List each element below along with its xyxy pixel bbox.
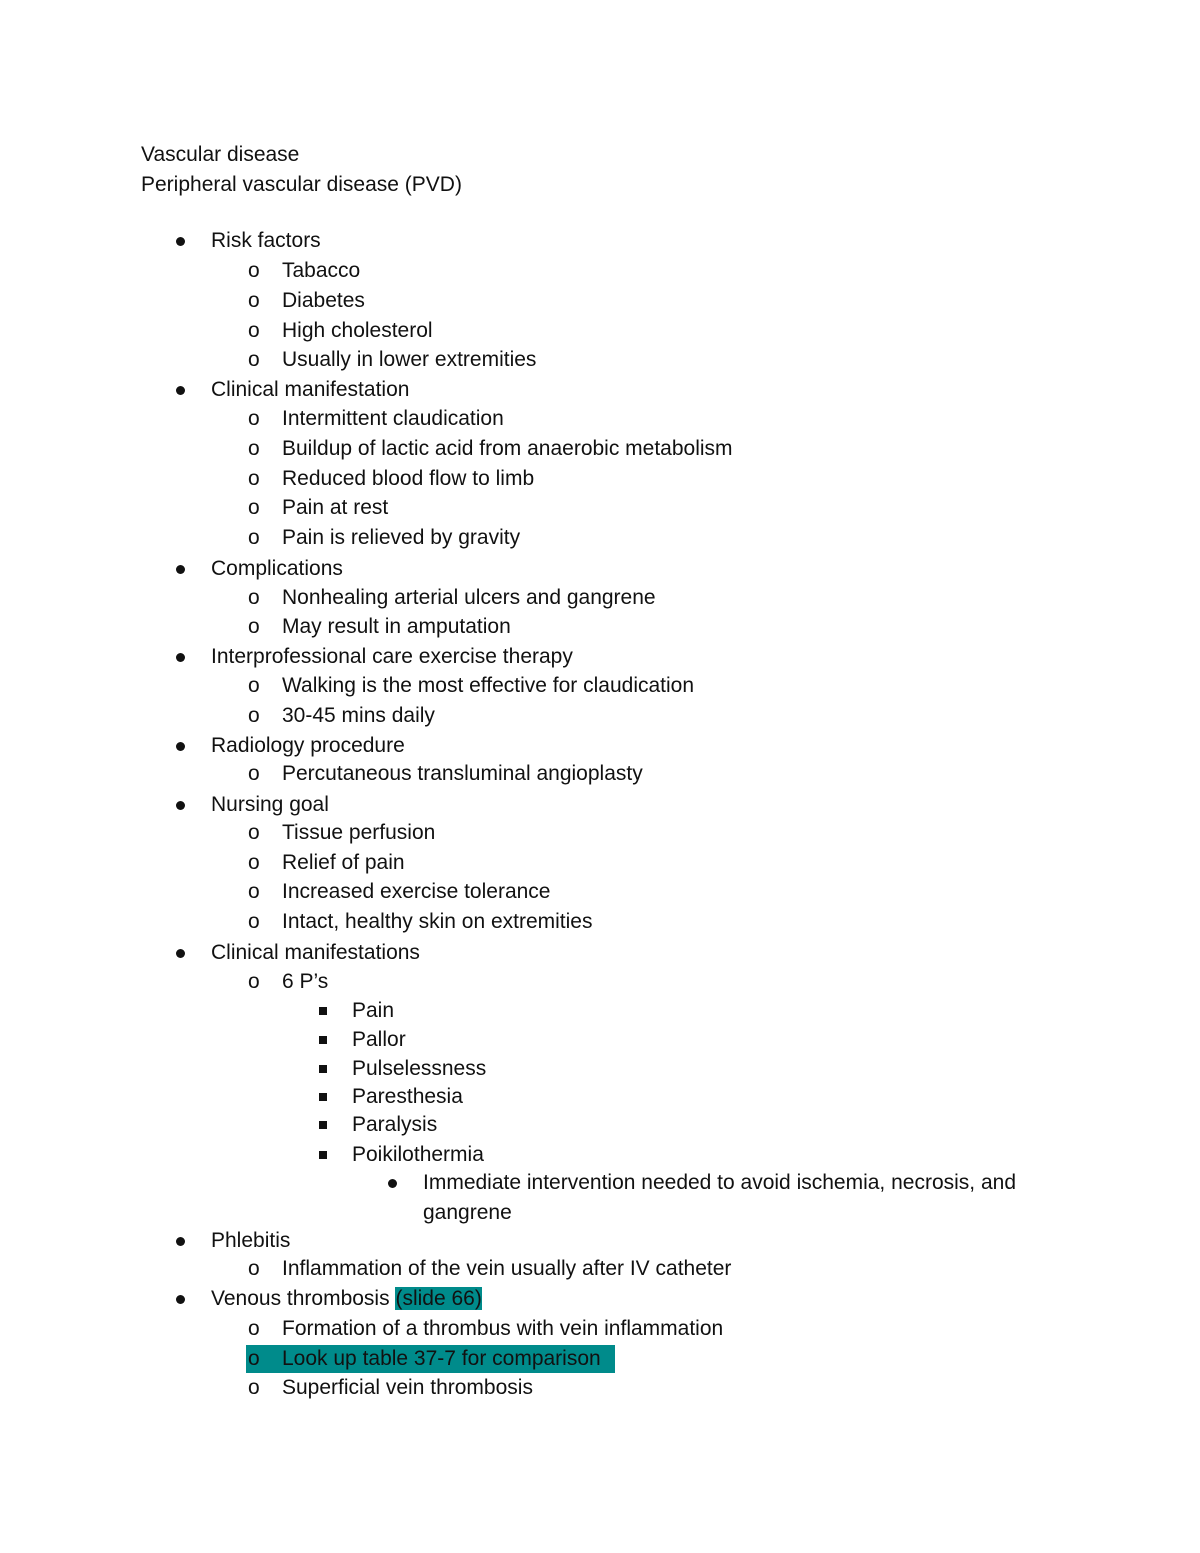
square-bullet-icon bbox=[319, 1093, 327, 1101]
circle-bullet-icon: o bbox=[248, 704, 260, 727]
note-line: gangrene bbox=[423, 1201, 512, 1224]
circle-bullet-icon: o bbox=[248, 289, 260, 312]
document-title: Vascular disease bbox=[141, 143, 300, 166]
list-item: 6 P’s bbox=[282, 970, 329, 993]
section-heading: Clinical manifestations bbox=[211, 941, 420, 964]
section-heading: Clinical manifestation bbox=[211, 378, 410, 401]
bullet-icon bbox=[176, 653, 185, 662]
bullet-icon bbox=[176, 742, 185, 751]
list-item: Increased exercise tolerance bbox=[282, 880, 551, 903]
list-item: Usually in lower extremities bbox=[282, 348, 537, 371]
note-line: Immediate intervention needed to avoid ischemia, necrosis, and bbox=[423, 1171, 1017, 1194]
list-item: High cholesterol bbox=[282, 319, 433, 342]
list-item: 30-45 mins daily bbox=[282, 704, 435, 727]
sub-list-item: Pain bbox=[352, 999, 395, 1022]
list-item: Inflammation of the vein usually after IV catheter bbox=[282, 1257, 732, 1280]
circle-bullet-icon: o bbox=[248, 496, 260, 519]
square-bullet-icon bbox=[319, 1036, 327, 1044]
document-subtitle: Peripheral vascular disease (PVD) bbox=[141, 173, 462, 196]
list-item: Intact, healthy skin on extremities bbox=[282, 910, 593, 933]
section-heading: Radiology procedure bbox=[211, 734, 405, 757]
section-heading bbox=[211, 1285, 482, 1313]
bullet-icon bbox=[176, 1237, 185, 1246]
circle-bullet-icon: o bbox=[248, 1376, 260, 1399]
circle-bullet-icon: o bbox=[248, 674, 260, 697]
sub-list-item: Pallor bbox=[352, 1028, 406, 1051]
list-item: May result in amputation bbox=[282, 615, 511, 638]
bullet-icon bbox=[176, 237, 185, 246]
section-heading: Risk factors bbox=[211, 229, 321, 252]
circle-bullet-icon: o bbox=[248, 526, 260, 549]
list-item: Pain at rest bbox=[282, 496, 389, 519]
circle-bullet-icon: o bbox=[248, 259, 260, 282]
sub-list-item: Paresthesia bbox=[352, 1085, 463, 1108]
square-bullet-icon bbox=[319, 1151, 327, 1159]
circle-bullet-icon: o bbox=[248, 467, 260, 490]
square-bullet-icon bbox=[319, 1007, 327, 1015]
list-item: Reduced blood flow to limb bbox=[282, 467, 535, 490]
list-item: Tissue perfusion bbox=[282, 821, 436, 844]
sub-list-item: Pulselessness bbox=[352, 1057, 487, 1080]
circle-bullet-icon: o bbox=[248, 319, 260, 342]
list-item: Nonhealing arterial ulcers and gangrene bbox=[282, 586, 656, 609]
section-heading: Complications bbox=[211, 557, 343, 580]
circle-bullet-icon: o bbox=[248, 880, 260, 903]
square-bullet-icon bbox=[319, 1065, 327, 1073]
bullet-icon bbox=[176, 386, 185, 395]
list-item: Tabacco bbox=[282, 259, 361, 282]
highlighted-text: (slide 66) bbox=[395, 1287, 482, 1310]
section-heading: Nursing goal bbox=[211, 793, 329, 816]
list-item: Pain is relieved by gravity bbox=[282, 526, 521, 549]
circle-bullet-icon: o bbox=[248, 1257, 260, 1280]
list-item: Diabetes bbox=[282, 289, 365, 312]
list-item: Percutaneous transluminal angioplasty bbox=[282, 762, 643, 785]
list-item: Buildup of lactic acid from anaerobic metabolism bbox=[282, 437, 733, 460]
list-item: Formation of a thrombus with vein inflammation bbox=[282, 1317, 724, 1340]
circle-bullet-icon: o bbox=[248, 1347, 260, 1370]
list-item: Superficial vein thrombosis bbox=[282, 1376, 533, 1399]
section-heading-text: Venous thrombosis bbox=[211, 1287, 390, 1310]
circle-bullet-icon: o bbox=[248, 1317, 260, 1340]
circle-bullet-icon: o bbox=[248, 615, 260, 638]
circle-bullet-icon: o bbox=[248, 970, 260, 993]
bullet-icon bbox=[176, 949, 185, 958]
circle-bullet-icon: o bbox=[248, 762, 260, 785]
circle-bullet-icon: o bbox=[248, 407, 260, 430]
bullet-icon bbox=[176, 1295, 185, 1304]
list-item: Walking is the most effective for claudication bbox=[282, 674, 695, 697]
circle-bullet-icon: o bbox=[248, 910, 260, 933]
square-bullet-icon bbox=[319, 1121, 327, 1129]
circle-bullet-icon: o bbox=[248, 586, 260, 609]
list-item: Relief of pain bbox=[282, 851, 405, 874]
section-heading: Interprofessional care exercise therapy bbox=[211, 645, 573, 668]
sub-list-item: Paralysis bbox=[352, 1113, 438, 1136]
list-item: Intermittent claudication bbox=[282, 407, 504, 430]
bullet-icon bbox=[176, 565, 185, 574]
circle-bullet-icon: o bbox=[248, 348, 260, 371]
circle-bullet-icon: o bbox=[248, 821, 260, 844]
circle-bullet-icon: o bbox=[248, 851, 260, 874]
section-heading: Phlebitis bbox=[211, 1229, 291, 1252]
list-item-highlighted: Look up table 37-7 for comparison bbox=[282, 1347, 601, 1370]
circle-bullet-icon: o bbox=[248, 437, 260, 460]
bullet-icon bbox=[176, 801, 185, 810]
sub-list-item: Poikilothermia bbox=[352, 1143, 484, 1166]
bullet-icon bbox=[388, 1179, 397, 1188]
